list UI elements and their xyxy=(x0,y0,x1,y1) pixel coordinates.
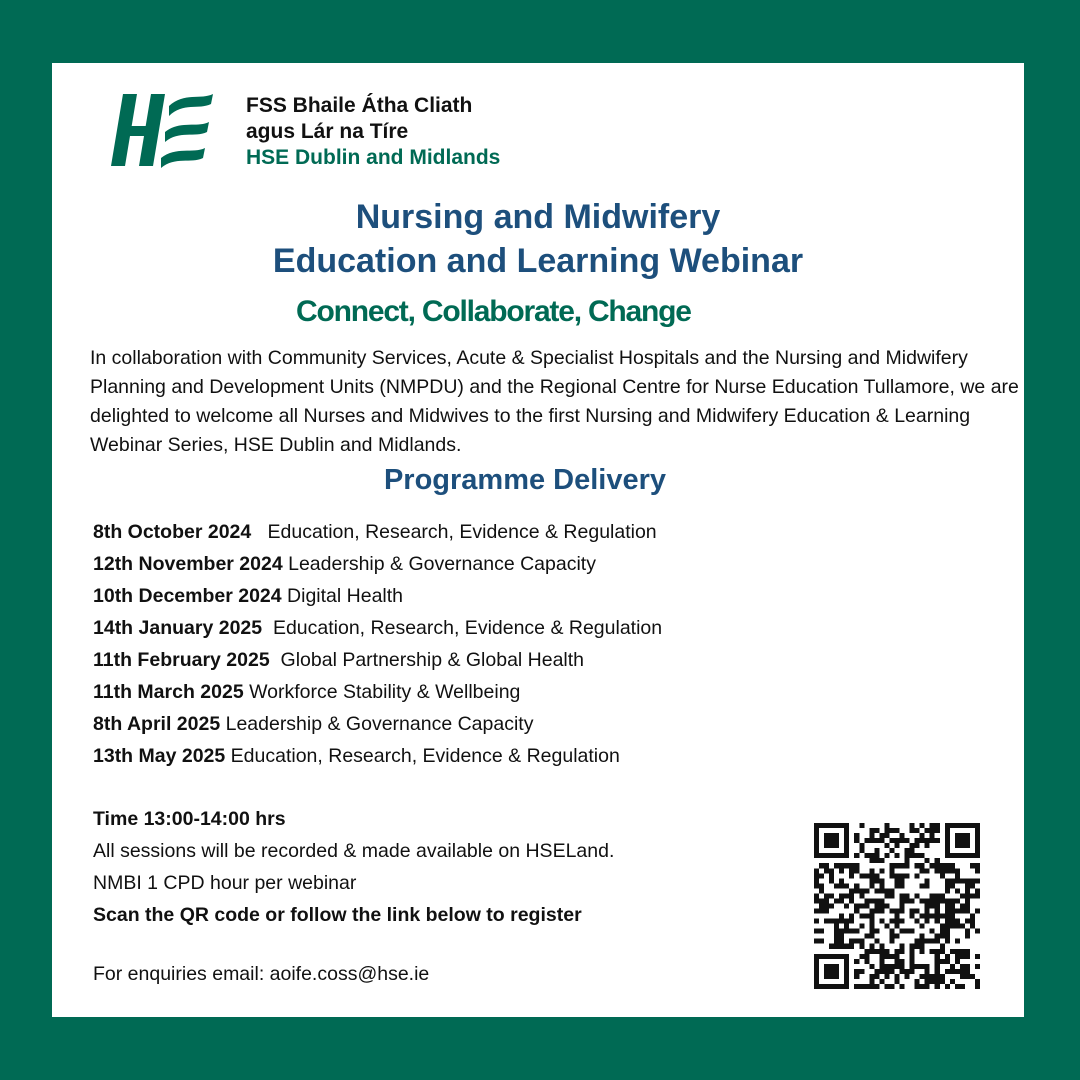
session-date: 12th November 2024 xyxy=(93,553,283,575)
brand-block xyxy=(246,93,500,171)
session-row xyxy=(93,548,853,580)
page-title xyxy=(52,195,1024,283)
session-row xyxy=(93,708,853,740)
session-date: 14th January 2025 xyxy=(93,617,263,639)
session-row xyxy=(93,740,853,772)
brand-irish-line2: agus Lár na Tíre xyxy=(246,120,409,143)
session-topic: Education, Research, Evidence & Regulation xyxy=(230,745,620,767)
session-date: 8th April 2025 xyxy=(93,713,221,735)
session-date: 13th May 2025 xyxy=(93,745,226,767)
session-row xyxy=(93,612,853,644)
session-topic: Education, Research, Evidence & Regulation xyxy=(267,521,657,543)
recording-info: All sessions will be recorded & made available on HSELand. xyxy=(93,840,615,862)
brand-english: HSE Dublin and Midlands xyxy=(246,146,501,169)
enquiry-email: For enquiries email: aoife.coss@hse.ie xyxy=(93,963,430,985)
session-date: 10th December 2024 xyxy=(93,585,282,607)
session-date: 11th March 2025 xyxy=(93,681,244,703)
cpd-info: NMBI 1 CPD hour per webinar xyxy=(93,872,357,894)
session-date: 11th February 2025 xyxy=(93,649,270,671)
title-line1: Nursing and Midwifery xyxy=(355,198,721,236)
time-info: Time 13:00-14:00 hrs xyxy=(93,808,286,830)
webinar-details xyxy=(93,803,793,931)
session-row xyxy=(93,516,853,548)
session-topic: Education, Research, Evidence & Regulation xyxy=(272,617,663,639)
session-schedule xyxy=(93,516,853,772)
session-row xyxy=(93,580,853,612)
flyer-card xyxy=(52,63,1024,1017)
session-date: 8th October 2024 xyxy=(93,521,252,543)
session-topic: Digital Health xyxy=(287,585,404,607)
title-line2: Education and Learning Webinar xyxy=(272,242,804,280)
session-topic: Global Partnership & Global Health xyxy=(280,649,585,671)
intro-paragraph: In collaboration with Community Services, Acute & Specialist Hospitals and the Nursing and Midwifery Planning and Development Units (NMPDU) and the Regional Centre for Nurse Education Tullamore, we are delighted to welcome all Nurses and Midwives to the first Nursing and Midwifery Education & Learning Webinar Series, HSE Dublin and Midlands. xyxy=(90,347,1019,456)
qr-code-icon[interactable] xyxy=(814,823,980,989)
programme-heading: Programme Delivery xyxy=(383,464,667,496)
session-topic: Leadership & Governance Capacity xyxy=(288,553,596,575)
tagline: Connect, Collaborate, Change xyxy=(296,295,691,328)
session-row xyxy=(93,676,853,708)
brand-irish-line1: FSS Bhaile Átha Cliath xyxy=(246,94,473,117)
session-topic: Leadership & Governance Capacity xyxy=(225,713,534,735)
session-topic: Workforce Stability & Wellbeing xyxy=(249,681,521,703)
register-instruction: Scan the QR code or follow the link below to register xyxy=(93,904,582,926)
session-row xyxy=(93,644,853,676)
hse-logo-icon xyxy=(109,90,214,170)
